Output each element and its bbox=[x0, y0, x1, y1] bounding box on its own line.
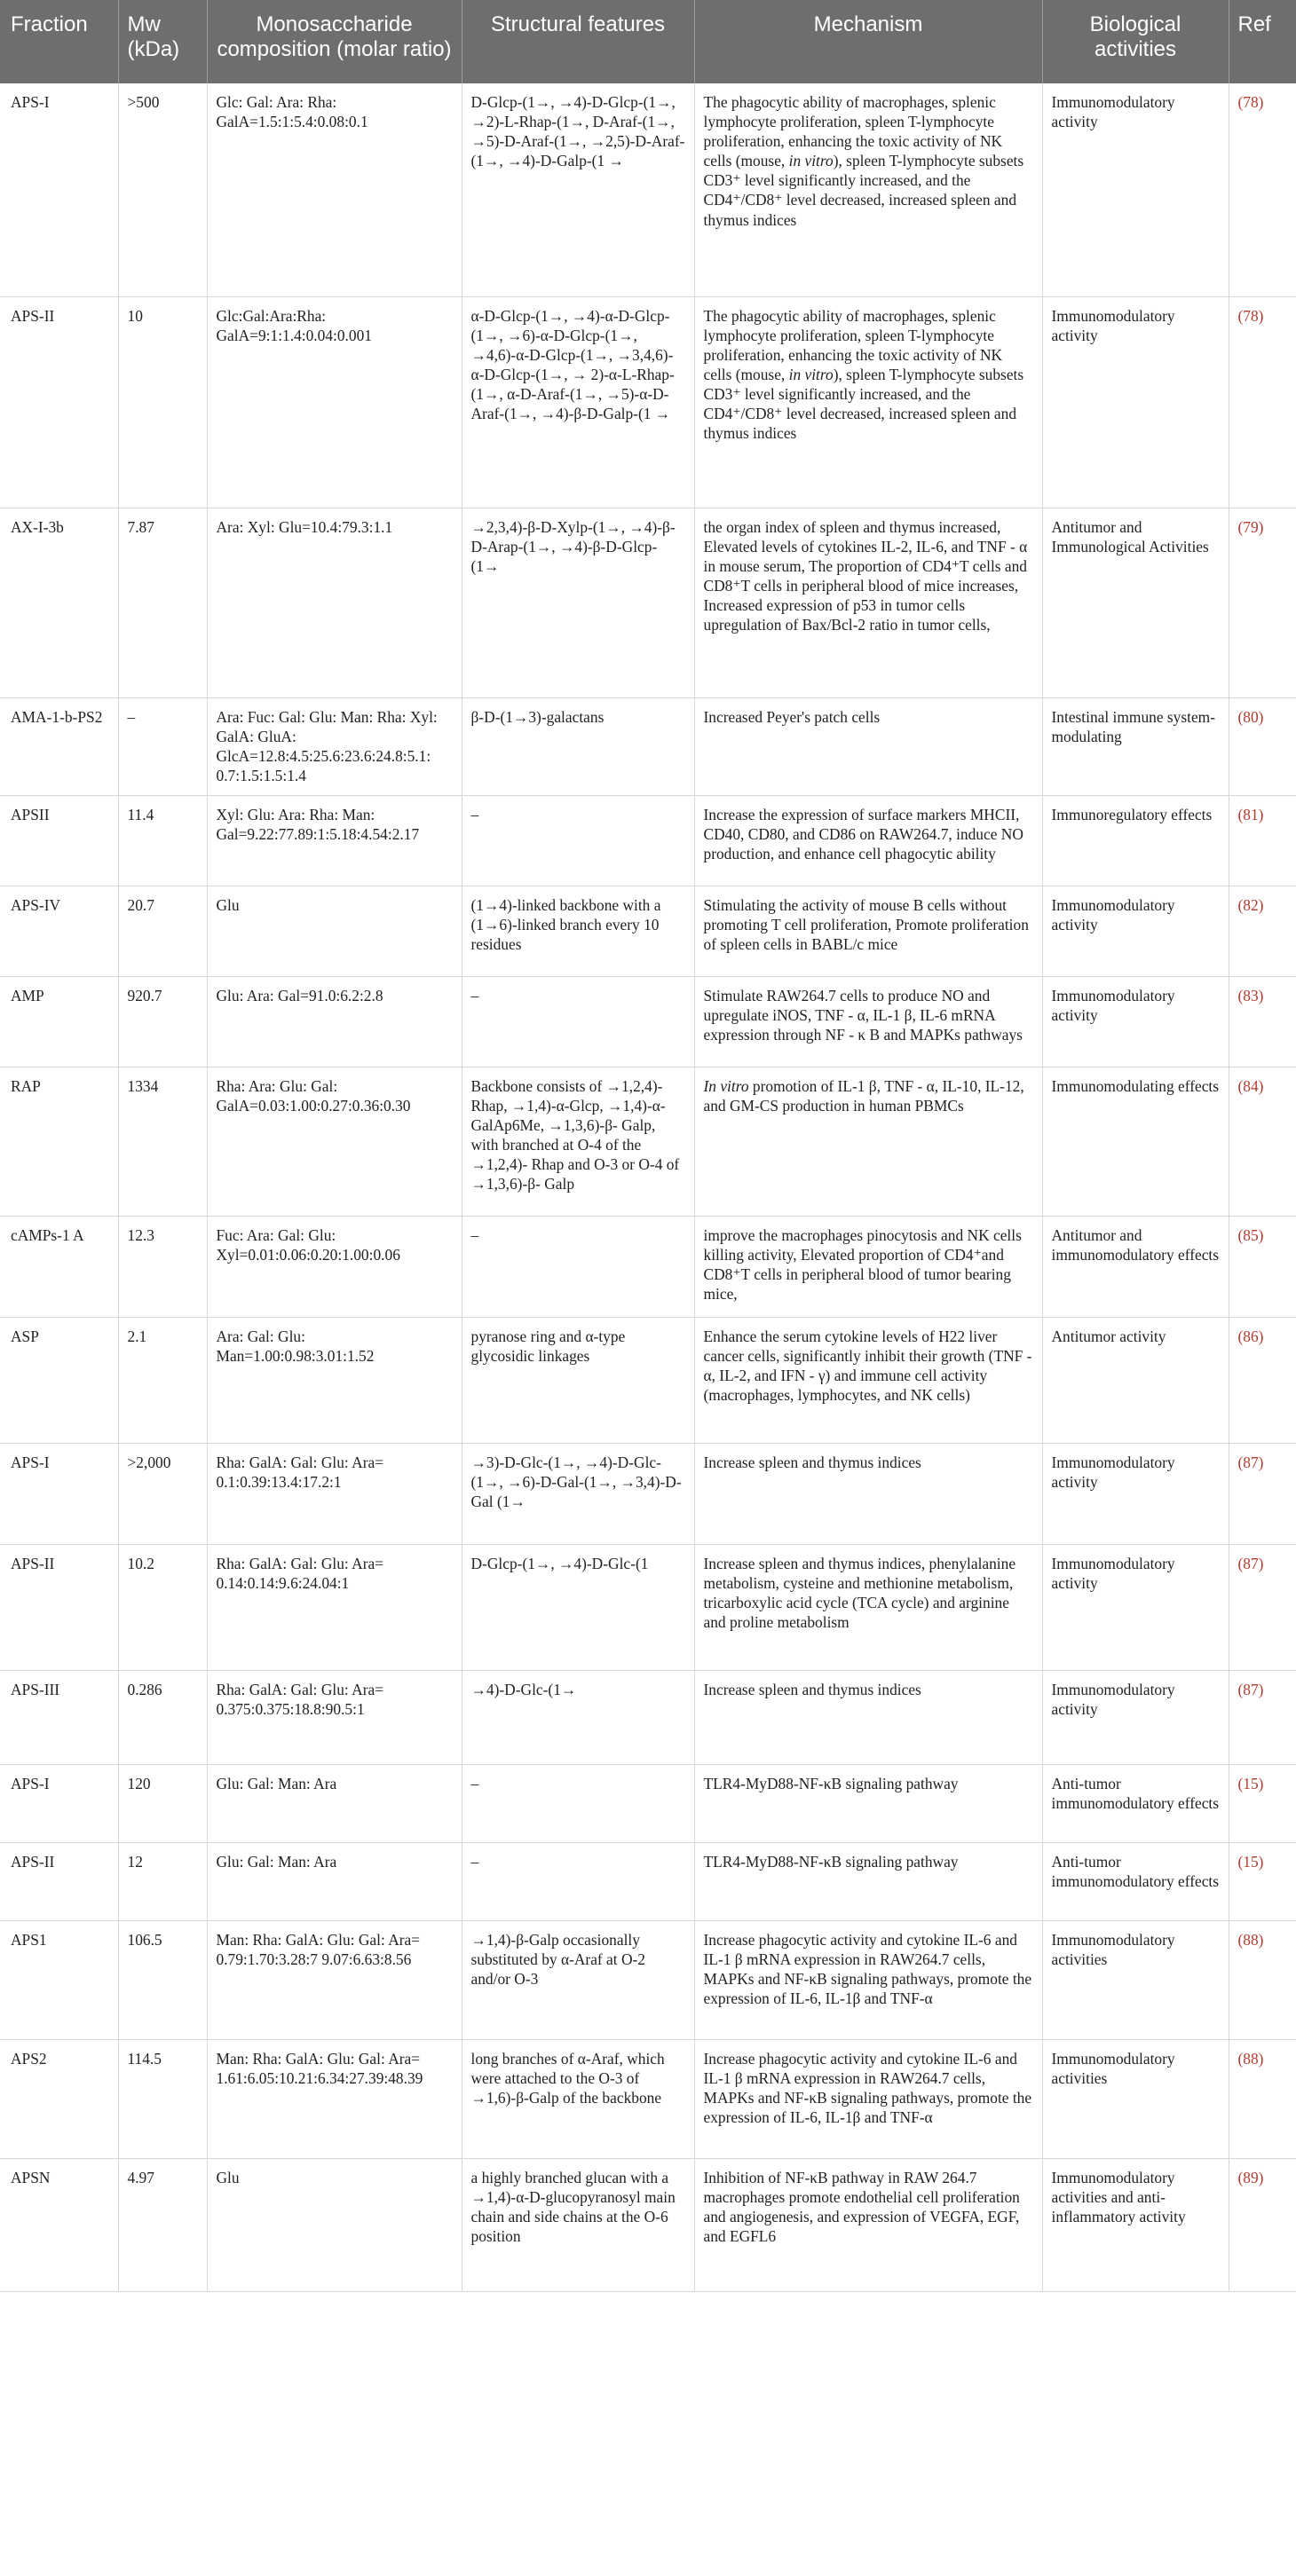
table-row bbox=[0, 1317, 1296, 1443]
table-row bbox=[0, 1443, 1296, 1544]
in-vitro-emphasis: in vitro bbox=[788, 365, 834, 383]
cell-fraction: APS-III bbox=[0, 1670, 118, 1764]
table-row bbox=[0, 83, 1296, 296]
cell-composition: Man: Rha: GalA: Glu: Gal: Ara= 1.61:6.05:10.21:6.34:27.39:48.39 bbox=[207, 2039, 462, 2158]
cell-mw: 12 bbox=[118, 1842, 207, 1920]
cell-fraction: APS-I bbox=[0, 1443, 118, 1544]
table-row bbox=[0, 697, 1296, 795]
cell-mw: 920.7 bbox=[118, 976, 207, 1067]
cell-mw: 7.87 bbox=[118, 508, 207, 697]
cell-structure: →1,4)-β-Galp occasionally substituted by α-Araf at O-2 and/or O-3 bbox=[462, 1920, 694, 2039]
cell-mw: 0.286 bbox=[118, 1670, 207, 1764]
header-composition: Monosaccharide composition (molar ratio) bbox=[207, 0, 462, 83]
reference-link[interactable]: (82) bbox=[1229, 886, 1296, 976]
header-ref: Ref bbox=[1229, 0, 1296, 83]
cell-mw: 12.3 bbox=[118, 1216, 207, 1317]
cell-fraction: ASP bbox=[0, 1317, 118, 1443]
cell-fraction: APS-IV bbox=[0, 886, 118, 976]
cell-mw: 106.5 bbox=[118, 1920, 207, 2039]
cell-composition: Ara: Gal: Glu: Man=1.00:0.98:3.01:1.52 bbox=[207, 1317, 462, 1443]
cell-mechanism: Increase spleen and thymus indices bbox=[694, 1670, 1042, 1764]
cell-mechanism: Stimulating the activity of mouse B cells without promoting T cell proliferation, Promote proliferation of spleen cells in BABL/c mice bbox=[694, 886, 1042, 976]
cell-activity: Immunomodulatory activity bbox=[1042, 1670, 1229, 1764]
cell-structure: – bbox=[462, 976, 694, 1067]
cell-fraction: APS-II bbox=[0, 296, 118, 508]
header-fraction: Fraction bbox=[0, 0, 118, 83]
cell-structure: pyranose ring and α-type glycosidic linkages bbox=[462, 1317, 694, 1443]
cell-mw: 10.2 bbox=[118, 1544, 207, 1670]
cell-composition: Man: Rha: GalA: Glu: Gal: Ara= 0.79:1.70:3.28:7 9.07:6.63:8.56 bbox=[207, 1920, 462, 2039]
header-structure: Structural features bbox=[462, 0, 694, 83]
cell-activity: Anti-tumor immunomodulatory effects bbox=[1042, 1842, 1229, 1920]
cell-fraction: APS-I bbox=[0, 1764, 118, 1842]
reference-link[interactable]: (83) bbox=[1229, 976, 1296, 1067]
table-row bbox=[0, 1670, 1296, 1764]
cell-mechanism: The phagocytic ability of macrophages, splenic lymphocyte proliferation, spleen T-lymphocyte proliferation, enhancing the toxic activity of NK cells (mouse, in vitro), spleen T-lymphocyte subsets CD3⁺ level significantly increased, and the CD4⁺/CD8⁺ level decreased, increased spleen and thymus indices bbox=[694, 83, 1042, 296]
cell-structure: – bbox=[462, 1216, 694, 1317]
cell-composition: Glu: Gal: Man: Ara bbox=[207, 1842, 462, 1920]
cell-mechanism: Inhibition of NF-κB pathway in RAW 264.7 macrophages promote endothelial cell proliferation and angiogenesis, and expression of VEGFA, EGF, and EGFL6 bbox=[694, 2158, 1042, 2291]
cell-fraction: APS2 bbox=[0, 2039, 118, 2158]
in-vitro-emphasis: in vitro bbox=[788, 152, 834, 170]
header-mw: Mw (kDa) bbox=[118, 0, 207, 83]
cell-structure: – bbox=[462, 1842, 694, 1920]
cell-activity: Immunoregulatory effects bbox=[1042, 795, 1229, 886]
table-row bbox=[0, 296, 1296, 508]
cell-composition: Glc: Gal: Ara: Rha: GalA=1.5:1:5.4:0.08:0.1 bbox=[207, 83, 462, 296]
table-body bbox=[0, 83, 1296, 2291]
reference-link[interactable]: (84) bbox=[1229, 1067, 1296, 1216]
cell-structure: – bbox=[462, 1764, 694, 1842]
table-row bbox=[0, 976, 1296, 1067]
cell-structure: →2,3,4)-β-D-Xylp-(1→, →4)-β-D-Arap-(1→, →4)-β-D-Glcp-(1→ bbox=[462, 508, 694, 697]
cell-composition: Rha: GalA: Gal: Glu: Ara= 0.14:0.14:9.6:24.04:1 bbox=[207, 1544, 462, 1670]
cell-mechanism: Increased Peyer's patch cells bbox=[694, 697, 1042, 795]
cell-mechanism: TLR4-MyD88-NF-κB signaling pathway bbox=[694, 1764, 1042, 1842]
cell-fraction: APSN bbox=[0, 2158, 118, 2291]
reference-link[interactable]: (85) bbox=[1229, 1216, 1296, 1317]
cell-fraction: APS1 bbox=[0, 1920, 118, 2039]
reference-link[interactable]: (78) bbox=[1229, 83, 1296, 296]
reference-link[interactable]: (79) bbox=[1229, 508, 1296, 697]
reference-link[interactable]: (87) bbox=[1229, 1670, 1296, 1764]
cell-mechanism: the organ index of spleen and thymus increased, Elevated levels of cytokines IL-2, IL-6, and TNF - α in mouse serum, The proportion of CD4⁺T cells and CD8⁺T cells in peripheral blood of mice increases, Increased expression of p53 in tumor cells upregulation of Bax/Bcl-2 ratio in tumor cells, bbox=[694, 508, 1042, 697]
reference-link[interactable]: (88) bbox=[1229, 2039, 1296, 2158]
cell-fraction: AX-I-3b bbox=[0, 508, 118, 697]
cell-mechanism: improve the macrophages pinocytosis and NK cells killing activity, Elevated proportion of CD4⁺and CD8⁺T cells in peripheral blood of tumor bearing mice, bbox=[694, 1216, 1042, 1317]
table-row bbox=[0, 795, 1296, 886]
cell-structure: →4)-D-Glc-(1→ bbox=[462, 1670, 694, 1764]
cell-mechanism: The phagocytic ability of macrophages, splenic lymphocyte proliferation, spleen T-lymphocyte proliferation, enhancing the toxic activity of NK cells (mouse, in vitro), spleen T-lymphocyte subsets CD3⁺ level significantly increased, and the CD4⁺/CD8⁺ level decreased, increased spleen and thymus indices bbox=[694, 296, 1042, 508]
table-row bbox=[0, 1216, 1296, 1317]
reference-link[interactable]: (88) bbox=[1229, 1920, 1296, 2039]
reference-link[interactable]: (15) bbox=[1229, 1842, 1296, 1920]
cell-fraction: AMA-1-b-PS2 bbox=[0, 697, 118, 795]
cell-activity: Anti-tumor immunomodulatory effects bbox=[1042, 1764, 1229, 1842]
cell-structure: D-Glcp-(1→, →4)-D-Glcp-(1→, →2)-L-Rhap-(1→, D-Araf-(1→, →5)-D-Araf-(1→, →2,5)-D-Araf-(1→, →4)-D-Galp-(1 → bbox=[462, 83, 694, 296]
cell-activity: Immunomodulatory activity bbox=[1042, 886, 1229, 976]
table-row bbox=[0, 1764, 1296, 1842]
cell-mw: 11.4 bbox=[118, 795, 207, 886]
cell-composition: Glu: Ara: Gal=91.0:6.2:2.8 bbox=[207, 976, 462, 1067]
table-row bbox=[0, 2158, 1296, 2291]
reference-link[interactable]: (86) bbox=[1229, 1317, 1296, 1443]
cell-fraction: cAMPs-1 A bbox=[0, 1216, 118, 1317]
cell-mechanism: Increase spleen and thymus indices, phenylalanine metabolism, cysteine and methionine metabolism, tricarboxylic acid cycle (TCA cycle) and arginine and proline metabolism bbox=[694, 1544, 1042, 1670]
table-row bbox=[0, 2039, 1296, 2158]
cell-activity: Immunomodulatory activity bbox=[1042, 1443, 1229, 1544]
cell-composition: Glu bbox=[207, 886, 462, 976]
cell-fraction: APS-II bbox=[0, 1544, 118, 1670]
header-mechanism: Mechanism bbox=[694, 0, 1042, 83]
cell-mw: >2,000 bbox=[118, 1443, 207, 1544]
cell-structure: β-D-(1→3)-galactans bbox=[462, 697, 694, 795]
cell-activity: Antitumor and immunomodulatory effects bbox=[1042, 1216, 1229, 1317]
table-row bbox=[0, 508, 1296, 697]
reference-link[interactable]: (80) bbox=[1229, 697, 1296, 795]
table-header bbox=[0, 0, 1296, 83]
cell-mw: 20.7 bbox=[118, 886, 207, 976]
cell-structure: →3)-D-Glc-(1→, →4)-D-Glc-(1→, →6)-D-Gal-(1→, →3,4)-D-Gal (1→ bbox=[462, 1443, 694, 1544]
cell-structure: Backbone consists of →1,2,4)- Rhap, →1,4)-α-Glcp, →1,4)-α- GalAp6Me, →1,3,6)-β- Galp, with branched at O-4 of the →1,2,4)- Rhap and O-3 or O-4 of →1,3,6)-β- Galp bbox=[462, 1067, 694, 1216]
cell-activity: Immunomodulatory activity bbox=[1042, 976, 1229, 1067]
cell-mw: 120 bbox=[118, 1764, 207, 1842]
cell-activity: Immunomodulatory activities and anti-inflammatory activity bbox=[1042, 2158, 1229, 2291]
cell-composition: Ara: Fuc: Gal: Glu: Man: Rha: Xyl: GalA: GluA: GlcA=12.8:4.5:25.6:23.6:24.8:5.1: 0.7:1.5:1.5:1.4 bbox=[207, 697, 462, 795]
cell-composition: Fuc: Ara: Gal: Glu: Xyl=0.01:0.06:0.20:1.00:0.06 bbox=[207, 1216, 462, 1317]
reference-link[interactable]: (78) bbox=[1229, 296, 1296, 508]
cell-fraction: AMP bbox=[0, 976, 118, 1067]
cell-activity: Immunomodulatory activity bbox=[1042, 1544, 1229, 1670]
cell-mechanism: Increase phagocytic activity and cytokine IL-6 and IL-1 β mRNA expression in RAW264.7 cells, MAPKs and NF-κB signaling pathways, promote the expression of IL-6, IL-1β and TNF-α bbox=[694, 1920, 1042, 2039]
cell-mechanism: Increase spleen and thymus indices bbox=[694, 1443, 1042, 1544]
cell-composition: Glc:Gal:Ara:Rha: GalA=9:1:1.4:0.04:0.001 bbox=[207, 296, 462, 508]
cell-mw: – bbox=[118, 697, 207, 795]
cell-mechanism: Increase the expression of surface markers MHCII, CD40, CD80, and CD86 on RAW264.7, induce NO production, and enhance cell phagocytic ability bbox=[694, 795, 1042, 886]
cell-structure: α-D-Glcp-(1→, →4)-α-D-Glcp-(1→, →6)-α-D-Glcp-(1→, →4,6)-α-D-Glcp-(1→, →3,4,6)-α-D-Glcp-(1→, → 2)-α-L-Rhap-(1→, α-D-Araf-(1→, →5)-α-D-Araf-(1→, →4)-β-D-Galp-(1 → bbox=[462, 296, 694, 508]
table-row bbox=[0, 1067, 1296, 1216]
cell-fraction: APS-II bbox=[0, 1842, 118, 1920]
cell-composition: Xyl: Glu: Ara: Rha: Man: Gal=9.22:77.89:1:5.18:4.54:2.17 bbox=[207, 795, 462, 886]
cell-structure: D-Glcp-(1→, →4)-D-Glc-(1 bbox=[462, 1544, 694, 1670]
cell-mw: 1334 bbox=[118, 1067, 207, 1216]
cell-activity: Antitumor and Immunological Activities bbox=[1042, 508, 1229, 697]
cell-mechanism: Enhance the serum cytokine levels of H22 liver cancer cells, significantly inhibit their growth (TNF - α, IL-2, and IFN - γ) and immune cell activity (macrophages, lymphocytes, and NK cells) bbox=[694, 1317, 1042, 1443]
cell-fraction: APSII bbox=[0, 795, 118, 886]
table-row bbox=[0, 1544, 1296, 1670]
cell-activity: Antitumor activity bbox=[1042, 1317, 1229, 1443]
cell-composition: Ara: Xyl: Glu=10.4:79.3:1.1 bbox=[207, 508, 462, 697]
cell-mechanism-rest: promotion of IL-1 β, TNF - α, IL-10, IL-12, and GM-CS production in human PBMCs bbox=[703, 1076, 1024, 1115]
reference-link[interactable]: (87) bbox=[1229, 1443, 1296, 1544]
cell-composition: Rha: GalA: Gal: Glu: Ara= 0.1:0.39:13.4:17.2:1 bbox=[207, 1443, 462, 1544]
cell-activity: Immunomodulatory activity bbox=[1042, 83, 1229, 296]
cell-mw: >500 bbox=[118, 83, 207, 296]
cell-mw: 114.5 bbox=[118, 2039, 207, 2158]
cell-composition: Glu bbox=[207, 2158, 462, 2291]
cell-activity: Immunomodulating effects bbox=[1042, 1067, 1229, 1216]
cell-mechanism: TLR4-MyD88-NF-κB signaling pathway bbox=[694, 1842, 1042, 1920]
cell-mechanism bbox=[694, 1067, 1042, 1216]
cell-mechanism: Increase phagocytic activity and cytokine IL-6 and IL-1 β mRNA expression in RAW264.7 cells, MAPKs and NF-κB signaling pathways, promote the expression of IL-6, IL-1β and TNF-α bbox=[694, 2039, 1042, 2158]
cell-activity: Immunomodulatory activities bbox=[1042, 1920, 1229, 2039]
cell-composition: Glu: Gal: Man: Ara bbox=[207, 1764, 462, 1842]
reference-link[interactable]: (89) bbox=[1229, 2158, 1296, 2291]
cell-mw: 4.97 bbox=[118, 2158, 207, 2291]
table-row bbox=[0, 1920, 1296, 2039]
cell-fraction: APS-I bbox=[0, 83, 118, 296]
table-row bbox=[0, 886, 1296, 976]
header-activity: Biological activities bbox=[1042, 0, 1229, 83]
reference-link[interactable]: (87) bbox=[1229, 1544, 1296, 1670]
cell-structure: long branches of α-Araf, which were attached to the O-3 of →1,6)-β-Galp of the backbone bbox=[462, 2039, 694, 2158]
cell-activity: Intestinal immune system-modulating bbox=[1042, 697, 1229, 795]
table-row bbox=[0, 1842, 1296, 1920]
reference-link[interactable]: (81) bbox=[1229, 795, 1296, 886]
reference-link[interactable]: (15) bbox=[1229, 1764, 1296, 1842]
cell-mw: 10 bbox=[118, 296, 207, 508]
cell-activity: Immunomodulatory activity bbox=[1042, 296, 1229, 508]
cell-structure: – bbox=[462, 795, 694, 886]
in-vitro-emphasis: In vitro bbox=[703, 1076, 749, 1095]
cell-mw: 2.1 bbox=[118, 1317, 207, 1443]
cell-mechanism: Stimulate RAW264.7 cells to produce NO and upregulate iNOS, TNF - α, IL-1 β, IL-6 mRNA expression through NF - κ B and MAPKs pathways bbox=[694, 976, 1042, 1067]
cell-activity: Immunomodulatory activities bbox=[1042, 2039, 1229, 2158]
cell-structure: (1→4)-linked backbone with a (1→6)-linked branch every 10 residues bbox=[462, 886, 694, 976]
cell-fraction: RAP bbox=[0, 1067, 118, 1216]
header-row bbox=[0, 0, 1296, 83]
cell-composition: Rha: Ara: Glu: Gal: GalA=0.03:1.00:0.27:0.36:0.30 bbox=[207, 1067, 462, 1216]
cell-composition: Rha: GalA: Gal: Glu: Ara= 0.375:0.375:18.8:90.5:1 bbox=[207, 1670, 462, 1764]
cell-structure: a highly branched glucan with a →1,4)-α-D-glucopyranosyl main chain and side chains at the O-6 position bbox=[462, 2158, 694, 2291]
